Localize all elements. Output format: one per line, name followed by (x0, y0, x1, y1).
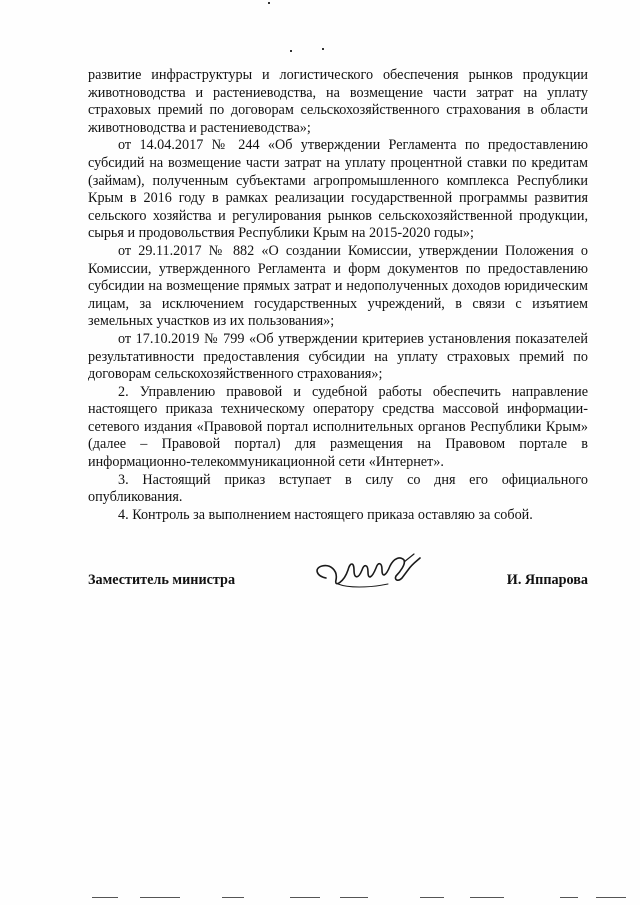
signatory-title: Заместитель министра (88, 572, 236, 588)
paragraph: от 29.11.2017 № 882 «О создании Комиссии, утверждении Положения о Комиссии, утвержденного Регламента и форм документов по предоставлению субсидии на возмещение прямых затрат и недополученных доходов юридическим лицам, за исключением государственных учреждений, в связи с изъятием земельных участков из их пользования»; (88, 242, 588, 330)
scan-edge-mark (140, 897, 180, 898)
scan-edge-mark (92, 897, 118, 898)
signatory-name: И. Яппарова (506, 572, 588, 588)
scan-edge-mark (290, 897, 320, 898)
scan-edge-mark (340, 897, 368, 898)
paragraph: 3. Настоящий приказ вступает в силу со дня его официального опубликования. (88, 471, 588, 506)
scan-edge-mark (560, 897, 578, 898)
paragraph: от 14.04.2017 № 244 «Об утверждении Регламента по предоставлению субсидий на возмещение части затрат на уплату процентной ставки по кредитам (займам), полученным субъектами агропромышленного комплекса Республики Крым в 2016 году в рамках реализации государственной программы развития сельского хозяйства и регулирования рынков сельскохозяйственной продукции, сырья и продовольствия Республики Крым на 2015-2020 годы»; (88, 137, 588, 242)
scan-speck (290, 50, 292, 52)
paragraph: 2. Управлению правовой и судебной работы обеспечить направление настоящего приказа техническому оператору средства массовой информации-сетевого издания «Правовой портал исполнительных органов Республики Крым» (далее – Правовой портал) для размещения на Правовом портале в информационно-телекоммуникационной сети «Интернет». (88, 383, 588, 471)
paragraph: от 17.10.2019 № 799 «Об утверждении критериев установления показателей результативности предоставления субсидии на уплату страховых премий по договорам сельскохозяйственного страхования»; (88, 330, 588, 383)
document-body (88, 67, 588, 524)
scan-speck (322, 48, 324, 50)
scan-speck (268, 2, 270, 4)
scan-edge-mark (222, 897, 244, 898)
scan-edge-mark (470, 897, 504, 898)
paragraph: развитие инфраструктуры и логистического обеспечения рынков продукции животноводства и растениеводства, на возмещение части затрат на уплату страховых премий по договорам сельскохозяйственного страхования в области животноводства и растениеводства»; (88, 67, 588, 136)
scan-edge-mark (420, 897, 444, 898)
scan-edge-mark (596, 897, 626, 898)
paragraph: 4. Контроль за выполнением настоящего приказа оставляю за собой. (118, 506, 533, 523)
handwritten-signature (308, 548, 428, 598)
